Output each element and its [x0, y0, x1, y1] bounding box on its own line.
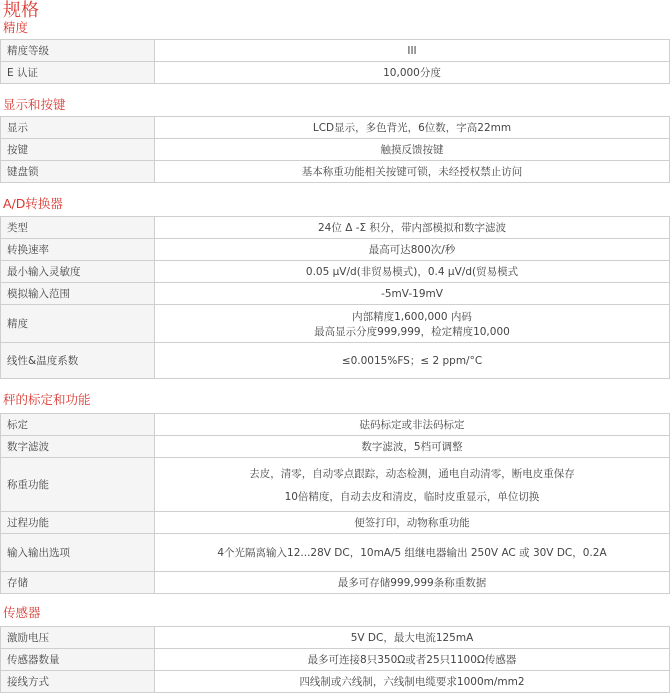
- row-value: LCD显示，多色背光，6位数，字高22mm: [155, 117, 670, 139]
- row-value: [155, 305, 670, 343]
- page-title: 规格: [3, 0, 39, 21]
- row-label: 存储: [1, 572, 155, 594]
- table-row: [1, 458, 670, 512]
- row-label: 按键: [1, 139, 155, 161]
- table-row: [1, 572, 670, 594]
- row-label: E 认证: [1, 62, 155, 84]
- value-line: 去皮，清零，自动零点跟踪，动态检测，通电自动清零，断电皮重保存: [249, 467, 575, 480]
- table-row: [1, 283, 670, 305]
- table-row: [1, 512, 670, 534]
- row-label: 传感器数量: [1, 649, 155, 671]
- row-value: 最多可存储999,999条称重数据: [155, 572, 670, 594]
- row-value: 便签打印，动物称重功能: [155, 512, 670, 534]
- row-value: 砝码标定或非法码标定: [155, 414, 670, 436]
- row-label: 精度等级: [1, 40, 155, 62]
- row-label: 过程功能: [1, 512, 155, 534]
- table-row: [1, 534, 670, 572]
- table-row: [1, 239, 670, 261]
- section-title-calibration: 秤的标定和功能: [3, 392, 91, 407]
- section-title-accuracy: 精度: [3, 20, 29, 35]
- row-label: 线性&温度系数: [1, 343, 155, 379]
- table-row: [1, 139, 670, 161]
- section-title-ad-converter: A/D转换器: [3, 196, 63, 211]
- row-label: 显示: [1, 117, 155, 139]
- row-value: 最高可达800次/秒: [155, 239, 670, 261]
- row-value: 24位 Δ -Σ 积分，带内部模拟和数字滤波: [155, 217, 670, 239]
- table-row: [1, 305, 670, 343]
- table-row: [1, 40, 670, 62]
- spec-table-ad-converter: [0, 216, 670, 379]
- spec-table-sensor: [0, 626, 670, 693]
- row-label: 模拟输入范围: [1, 283, 155, 305]
- row-value: III: [155, 40, 670, 62]
- table-row: [1, 261, 670, 283]
- row-value: 5V DC，最大电流125mA: [155, 627, 670, 649]
- table-row: [1, 649, 670, 671]
- row-label: 称重功能: [1, 458, 155, 512]
- row-value: -5mV-19mV: [155, 283, 670, 305]
- row-value: 四线制或六线制，六线制电缆要求1000m/mm2: [155, 671, 670, 693]
- value-line: 最高显示分度999,999，检定精度10,000: [314, 325, 510, 338]
- table-row: [1, 671, 670, 693]
- row-value: 基本称重功能相关按键可锁，未经授权禁止访问: [155, 161, 670, 183]
- row-label: 接线方式: [1, 671, 155, 693]
- spec-table-display: [0, 116, 670, 183]
- table-row: [1, 436, 670, 458]
- table-row: [1, 343, 670, 379]
- spec-table-calibration: [0, 413, 670, 594]
- row-value: [155, 458, 670, 512]
- row-label: 输入输出选项: [1, 534, 155, 572]
- row-label: 类型: [1, 217, 155, 239]
- row-label: 标定: [1, 414, 155, 436]
- row-label: 转换速率: [1, 239, 155, 261]
- row-value: 数字滤波，5档可调整: [155, 436, 670, 458]
- row-label: 激励电压: [1, 627, 155, 649]
- row-value: 0.05 μV/d(非贸易模式)，0.4 μV/d(贸易模式: [155, 261, 670, 283]
- section-title-display: 显示和按键: [3, 97, 66, 112]
- table-row: [1, 414, 670, 436]
- table-row: [1, 161, 670, 183]
- table-row: [1, 627, 670, 649]
- section-title-sensor: 传感器: [3, 605, 41, 620]
- table-row: [1, 117, 670, 139]
- row-value: 10,000分度: [155, 62, 670, 84]
- row-label: 最小输入灵敏度: [1, 261, 155, 283]
- row-value: 最多可连接8只350Ω或者25只1100Ω传感器: [155, 649, 670, 671]
- spec-table-accuracy: [0, 39, 670, 84]
- value-line: 10倍精度，自动去皮和清皮，临时皮重显示，单位切换: [284, 490, 540, 503]
- value-line: 内部精度1,600,000 内码: [352, 310, 472, 323]
- row-value: 4个光隔离输入12...28V DC，10mA/5 组继电器输出 250V AC 或 30V DC，0.2A: [155, 534, 670, 572]
- row-value: 触摸反馈按键: [155, 139, 670, 161]
- row-label: 精度: [1, 305, 155, 343]
- row-label: 键盘锁: [1, 161, 155, 183]
- row-label: 数字滤波: [1, 436, 155, 458]
- table-row: [1, 62, 670, 84]
- row-value: ≤0.0015%FS；≤ 2 ppm/°C: [155, 343, 670, 379]
- table-row: [1, 217, 670, 239]
